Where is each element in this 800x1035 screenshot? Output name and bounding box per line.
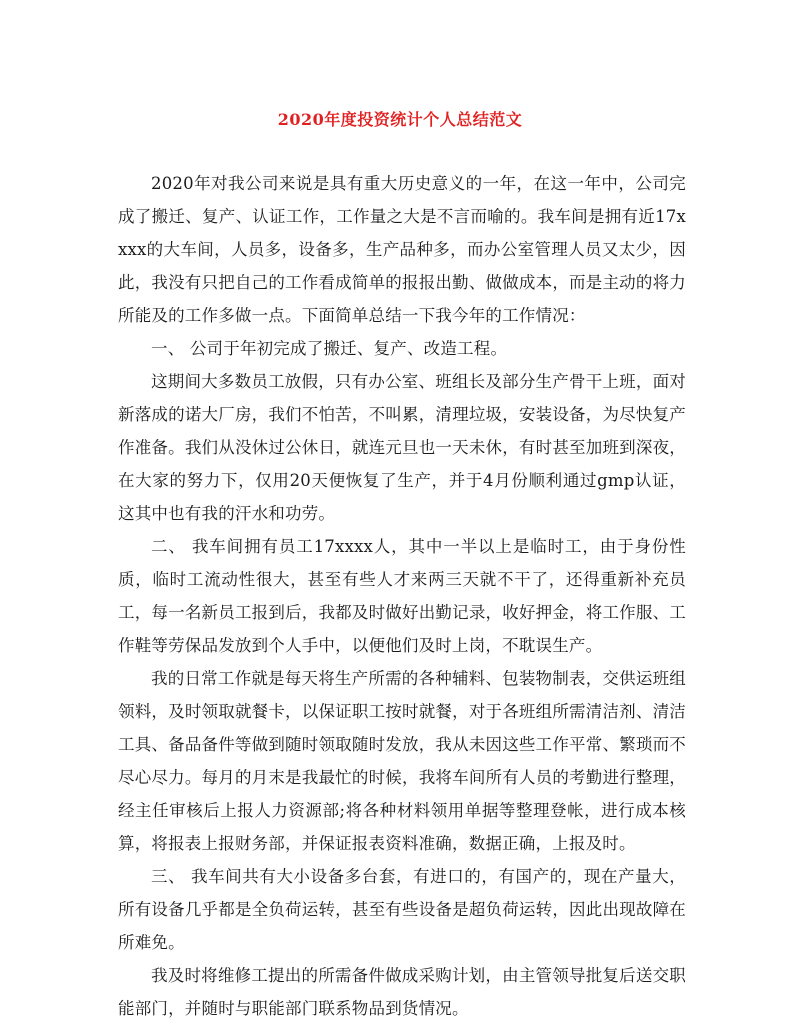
paragraph-section-3: 三、 我车间共有大小设备多台套，有进口的，有国产的，现在产量大，所有设备几乎都是全负荷运转，甚至有些设备是超负荷运转，因此出现故障在所难免。 xyxy=(118,867,686,952)
paragraph-daily-work: 我的日常工作就是每天将生产所需的各种辅料、包装物制表，交供运班组领料，及时领取就餐卡，以保证职工按时就餐，对于各班组所需清洁剂、清洁工具、备品备件等做到随时领取随时发放，我从未因这些工作平常、繁琐而不尽心尽力。每月的月末是我最忙的时候，我将车间所有人员的考勤进行整理，经主任审核后上报人力资源部;将各种材料领用单据等整理登帐，进行成本核算，将报表上报财务部，并保证报表资料准确，数据正确，上报及时。 xyxy=(118,669,686,853)
paragraph-section-1-body: 这期间大多数员工放假，只有办公室、班组长及部分生产骨干上班，面对新落成的诺大厂房，我们不怕苦，不叫累，清理垃圾，安装设备，为尽快复产作准备。我们从没休过公休日，就连元旦也一天未休，有时甚至加班到深夜，在大家的努力下，仅用20天便恢复了生产，并于4月份顺利通过gmp认证，这其中也有我的汗水和功劳。 xyxy=(118,372,686,523)
paragraph-maintenance: 我及时将维修工提出的所需备件做成采购计划，由主管领导批复后送交职能部门，并随时与职能部门联系物品到货情况。 xyxy=(118,966,686,1018)
paragraph-intro: 2020年对我公司来说是具有重大历史意义的一年，在这一年中，公司完成了搬迁、复产、认证工作，工作量之大是不言而喻的。我车间是拥有近17xxxx的大车间，人员多，设备多，生产品种多，而办公室管理人员又太少，因此，我没有只把自己的工作看成简单的报报出勤、做做成本，而是主动的将力所能及的工作多做一点。下面简单总结一下我今年的工作情况： xyxy=(118,174,686,325)
paragraph-section-2: 二、 我车间拥有员工17xxxx人，其中一半以上是临时工，由于身份性质，临时工流动性很大，甚至有些人才来两三天就不干了，还得重新补充员工，每一名新员工报到后，我都及时做好出勤记录，收好押金，将工作服、工作鞋等劳保品发放到个人手中，以便他们及时上岗，不耽误生产。 xyxy=(118,537,686,655)
document-title: 2020年度投资统计个人总结范文 xyxy=(277,110,523,129)
paragraph-section-1-heading: 一、 公司于年初完成了搬迁、复产、改造工程。 xyxy=(151,339,508,358)
document-body xyxy=(118,167,686,1025)
